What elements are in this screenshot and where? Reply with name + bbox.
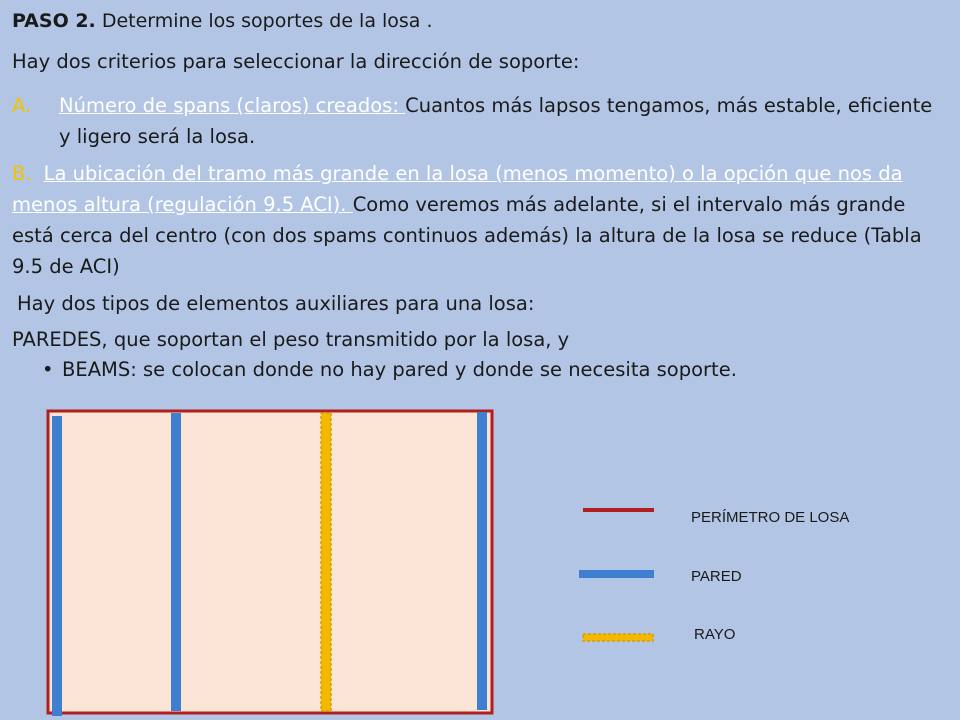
criterion-b-text: Como veremos más adelante, si el intervalo más grande está cerca del centro (con dos spams continuos además) la altura de la losa se reduce (Tabla 9.5 de ACI) (12, 193, 922, 278)
criterion-a-text: Cuantos más lapsos tengamos, más estable, eficiente y ligero será la losa. (59, 94, 933, 148)
slab-area (48, 411, 492, 713)
walls-text: PAREDES, que soportan el peso transmitido por la losa, y (12, 328, 570, 351)
beams-text: BEAMS: se colocan donde no hay pared y donde se necesita soporte. (62, 358, 737, 381)
legend-beam-swatch (583, 634, 653, 641)
criterion-b-link[interactable]: La ubicación del tramo más grande en la losa (menos momento) o la opción que nos da menos altura (regulación 9.5 ACI). (12, 162, 903, 216)
wall-right (477, 412, 487, 710)
bullet-icon: • (42, 358, 54, 381)
aux-intro: Hay dos tipos de elementos auxiliares para una losa: (17, 292, 535, 315)
criterion-a-label: A. (12, 94, 32, 117)
criteria-intro: Hay dos criterios para seleccionar la dirección de soporte: (12, 50, 580, 73)
criterion-a-link[interactable]: Número de spans (claros) creados: (59, 94, 406, 117)
criterion-b-label: B. (12, 162, 32, 185)
step-number: PASO 2. (12, 10, 96, 32)
wall-middle (171, 413, 181, 711)
legend-wall-label: PARED (691, 568, 742, 585)
legend-perimeter-label: PERÍMETRO DE LOSA (691, 509, 850, 526)
legend-beam-label: RAYO (694, 626, 736, 643)
beam (321, 413, 331, 711)
step-title: Determine los soportes de la losa . (95, 10, 433, 32)
wall-left (52, 416, 62, 716)
